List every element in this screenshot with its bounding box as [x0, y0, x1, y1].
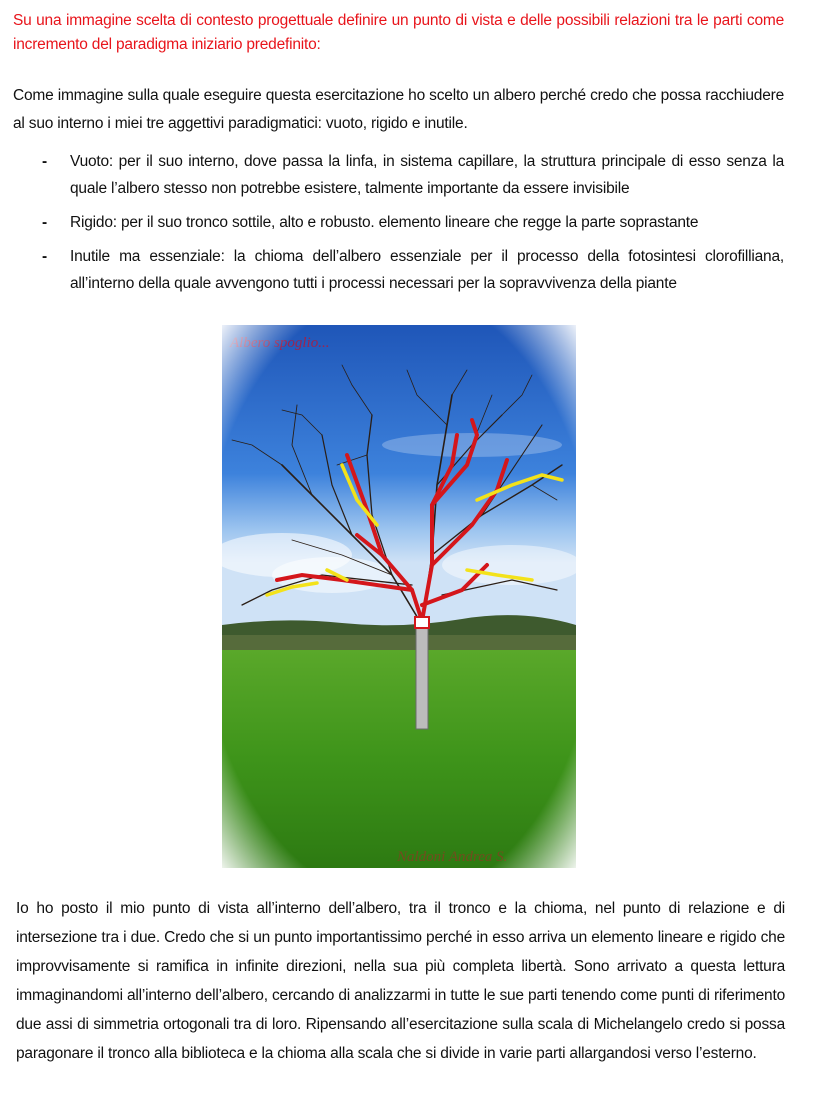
assignment-heading: Su una immagine scelta di contesto progettuale definire un punto di vista e delle possibili relazioni tra le parti come incremento del paradigma iniziario predefinito:: [13, 12, 784, 53]
conclusion-paragraph: Io ho posto il mio punto di vista all’interno dell’albero, tra il tronco e la chioma, nel punto di relazione e di intersezione tra i due. Credo che si un punto importantissimo perché in esso arriva un elemento lineare e rigido che improvvisamente si ramifica in infinite direzioni, nella sua più completa libertà. Sono arrivato a questa lettura immaginandomi all’interno dell’albero, cercando di analizzarmi in tutte le sue parti tenendo come punti di riferimento due assi di simmetria ortogonali tra di loro. Ripensando all’esercitazione sulla scala di Michelangelo credo si possa paragonare il tronco alla biblioteca e la chioma alla scala che si divide in varie parti allargandosi verso l’esterno.: [16, 900, 785, 1062]
list-item-text: Vuoto: per il suo interno, dove passa la linfa, in sistema capillare, la struttura principale di esso senza la quale l’albero stesso non potrebbe esistere, talmente importante da essere invisibile: [70, 153, 784, 197]
bullet-dash: -: [42, 153, 47, 170]
adjective-list: [13, 148, 784, 304]
list-item-inutile: [13, 243, 784, 297]
photo-vignette: [222, 325, 576, 868]
list-item-text: Inutile ma essenziale: la chioma dell’albero essenziale per il processo della fotosintesi clorofilliana, all’interno della quale avvengono tutti i processi necessari per la sopravvivenza della piante: [70, 248, 784, 292]
list-item-text: Rigido: per il suo tronco sottile, alto e robusto. elemento lineare che regge la parte soprastante: [70, 214, 699, 231]
intro-paragraph: Come immagine sulla quale eseguire questa esercitazione ho scelto un albero perché credo che possa racchiudere al suo interno i miei tre aggettivi paradigmatici: vuoto, rigido e inutile.: [13, 87, 784, 132]
tree-photo: [222, 325, 576, 868]
bullet-dash: -: [42, 214, 47, 231]
list-item-rigido: [13, 209, 784, 236]
list-item-vuoto: [13, 148, 784, 202]
bullet-dash: -: [42, 248, 47, 265]
